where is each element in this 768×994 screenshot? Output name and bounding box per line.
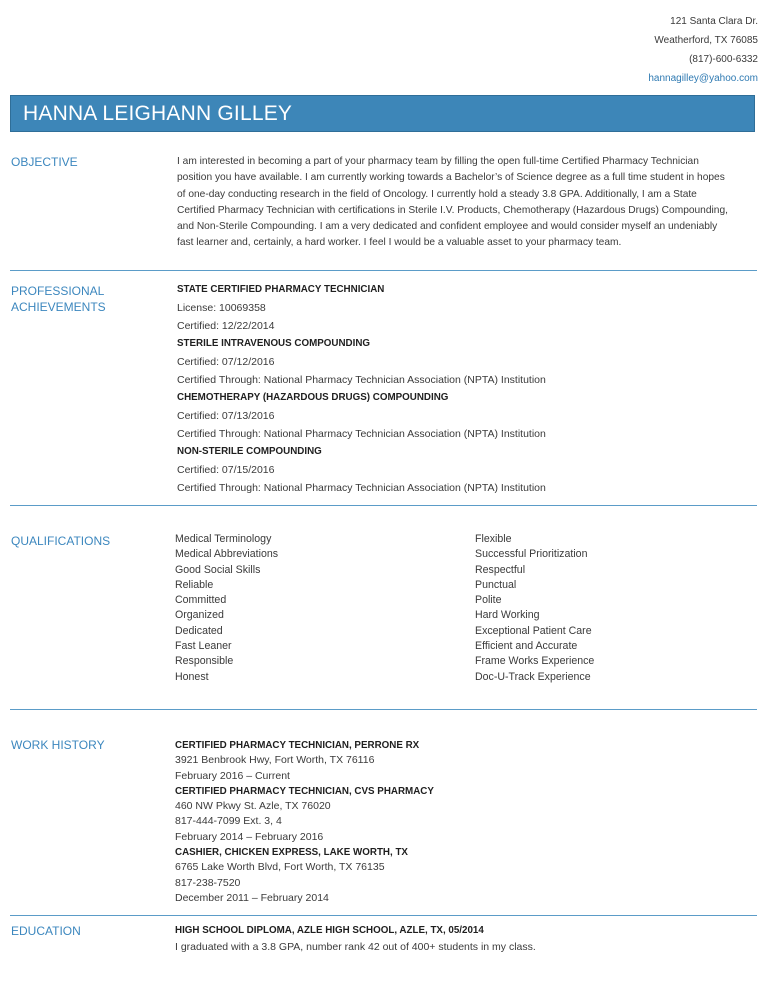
achievement-line: Certified Through: National Pharmacy Technician Association (NPTA) Institution [177,374,546,386]
objective-label: OBJECTIVE [11,155,78,169]
qualification-item: Responsible [175,655,234,668]
name-banner [10,95,755,132]
qualification-item: Hard Working [475,609,540,622]
achievement-line: STERILE INTRAVENOUS COMPOUNDING [177,338,371,349]
achievement-line: NON-STERILE COMPOUNDING [177,446,322,457]
qualification-item: Good Social Skills [175,563,261,576]
achievement-line: STATE CERTIFIED PHARMACY TECHNICIAN [177,284,385,295]
work-history-line: December 2011 – February 2014 [175,891,329,904]
section-divider [10,270,757,271]
achievement-line: Certified Through: National Pharmacy Technician Association (NPTA) Institution [177,428,546,440]
work-history-line: CASHIER, CHICKEN EXPRESS, LAKE WORTH, TX [175,847,408,859]
objective-text: I am interested in becoming a part of your pharmacy team by filling the open full-time Certified Pharmacy Technician position you have available. I am currently working towards a Bachelor’s of Science degree as a full time student in hopes of one-day conducting research in the field of Oncology. I currently hold a steady 3.8 GPA. Additionally, I am a State Certified Pharmacy Technician with certifications in Sterile I.V. Products, Chemotherapy (Hazardous Drugs) Compounding, and Non-Sterile Compounding. I am a very dedicated and confident employee and would consider myself an undeniably fast learner and, certainly, a hard worker. I feel I would be a valuable asset to your pharmacy team. [177,156,728,249]
education-label: EDUCATION [11,924,81,938]
contact-city: Weatherford, TX 76085 [654,35,758,46]
qualification-item: Punctual [475,578,517,591]
work-history-line: CERTIFIED PHARMACY TECHNICIAN, CVS PHARMACY [175,785,434,797]
qualification-item: Efficient and Accurate [475,640,578,653]
section-divider [10,915,757,916]
education-heading: HIGH SCHOOL DIPLOMA, AZLE HIGH SCHOOL, AZLE, TX, 05/2014 [175,925,484,936]
work-history-line: 817-238-7520 [175,876,241,889]
achievement-line: Certified Through: National Pharmacy Technician Association (NPTA) Institution [177,482,546,494]
contact-email[interactable]: hannagilley@yahoo.com [648,73,758,84]
qualification-item: Doc-U-Track Experience [475,670,591,683]
work-history-line: CERTIFIED PHARMACY TECHNICIAN, PERRONE RX [175,740,420,751]
qualification-item: Organized [175,609,224,622]
work-history-label: WORK HISTORY [11,738,105,752]
achievement-line: Certified: 07/15/2016 [177,464,275,476]
achievement-line: Certified: 12/22/2014 [177,320,275,332]
contact-street: 121 Santa Clara Dr. [670,16,758,27]
education-detail: I graduated with a 3.8 GPA, number rank 42 out of 400+ students in my class. [175,941,536,953]
achievements-label [11,283,106,315]
page-title: HANNA LEIGHANN GILLEY [23,102,293,125]
work-history-line: February 2016 – Current [175,769,290,782]
qualification-item: Flexible [475,533,512,545]
work-history-line: February 2014 – February 2016 [175,830,324,843]
qualifications-label: QUALIFICATIONS [11,534,111,548]
contact-block [648,12,758,88]
qualification-item: Honest [175,670,209,683]
achievements-label-line2: ACHIEVEMENTS [11,300,106,314]
qualification-item: Exceptional Patient Care [475,624,592,637]
qualification-item: Successful Prioritization [475,548,588,561]
achievement-line: License: 10069358 [177,302,266,314]
section-divider [10,709,757,710]
qualification-item: Reliable [175,578,214,591]
qualification-item: Fast Leaner [175,640,232,653]
achievement-line: Certified: 07/13/2016 [177,410,275,422]
work-history-line: 817-444-7099 Ext. 3, 4 [175,815,282,828]
qualifications-left-column [175,532,278,685]
work-history-line: 3921 Benbrook Hwy, Fort Worth, TX 76116 [175,754,375,767]
qualification-item: Frame Works Experience [475,655,595,668]
work-history-list [175,738,434,906]
qualification-item: Medical Abbreviations [175,548,279,561]
qualifications-right-column [475,532,594,685]
section-divider [10,505,757,506]
work-history-line: 6765 Lake Worth Blvd, Fort Worth, TX 76135 [175,861,385,874]
qualification-item: Respectful [475,563,526,576]
achievement-line: CHEMOTHERAPY (HAZARDOUS DRUGS) COMPOUNDING [177,392,449,403]
qualification-item: Medical Terminology [175,533,272,545]
qualification-item: Committed [175,594,227,607]
achievements-label-line1: PROFESSIONAL [11,284,105,298]
achievements-list [177,281,546,497]
education-block [175,922,536,956]
work-history-line: 460 NW Pkwy St. Azle, TX 76020 [175,800,331,813]
contact-phone: (817)-600-6332 [689,54,758,65]
qualification-item: Polite [475,594,502,607]
qualification-item: Dedicated [175,624,223,637]
achievement-line: Certified: 07/12/2016 [177,356,275,368]
